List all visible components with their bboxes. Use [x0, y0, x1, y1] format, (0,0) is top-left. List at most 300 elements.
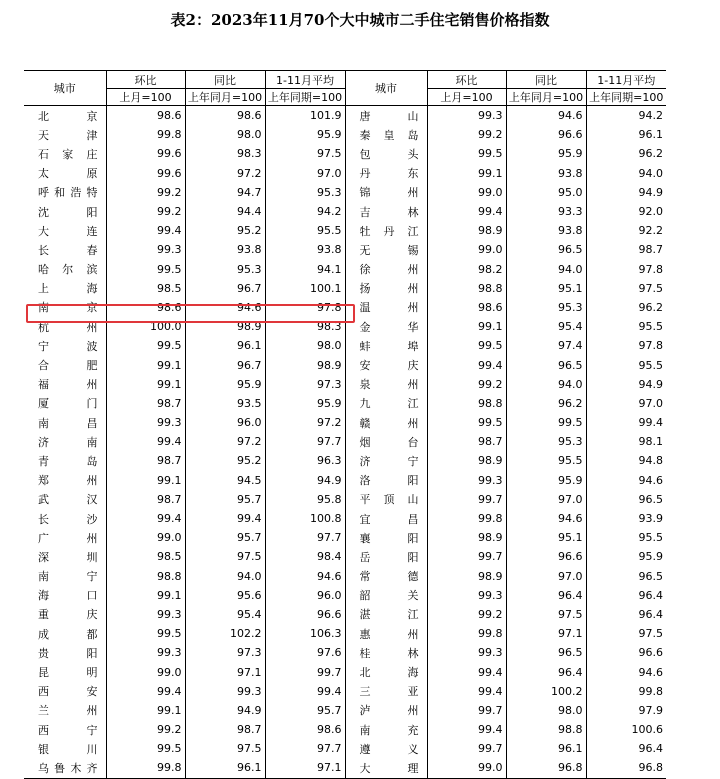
city-cell: 无锡: [345, 240, 427, 259]
avg-cell: 94.0: [586, 164, 666, 183]
mom-cell: 99.5: [106, 624, 185, 643]
mom-cell: 99.8: [106, 758, 185, 778]
yoy-cell: 96.5: [506, 643, 586, 662]
avg-cell: 97.3: [265, 375, 345, 394]
city-cell: 上海: [38, 282, 98, 296]
city-cell: 太原: [38, 167, 98, 181]
city-cell: 深圳: [38, 550, 98, 564]
yoy-cell: 98.9: [185, 317, 265, 336]
yoy-cell: 96.6: [506, 547, 586, 566]
yoy-cell: 95.9: [185, 375, 265, 394]
yoy-cell: 98.6: [185, 106, 265, 126]
yoy-cell: 96.4: [506, 586, 586, 605]
city-cell: 长沙: [38, 512, 98, 526]
avg-cell: 97.8: [586, 260, 666, 279]
table-row: [24, 720, 666, 739]
table-row: [24, 125, 666, 144]
yoy-cell: 95.6: [185, 586, 265, 605]
yoy-cell: 95.7: [185, 528, 265, 547]
mom-cell: 99.5: [427, 336, 506, 355]
mom-cell: 99.1: [106, 701, 185, 720]
yoy-cell: 96.1: [185, 336, 265, 355]
city-cell: 济宁: [345, 451, 427, 470]
yoy-cell: 98.3: [185, 144, 265, 163]
table-row: [24, 451, 666, 470]
yoy-cell: 97.1: [185, 662, 265, 681]
yoy-cell: 100.2: [506, 682, 586, 701]
avg-cell: 95.5: [586, 317, 666, 336]
avg-cell: 96.5: [586, 490, 666, 509]
yoy-cell: 94.4: [185, 202, 265, 221]
city-cell: 哈尔滨: [38, 263, 98, 277]
avg-cell: 99.8: [586, 682, 666, 701]
avg-cell: 96.6: [586, 643, 666, 662]
mom-cell: 98.8: [106, 567, 185, 586]
avg-cell: 92.2: [586, 221, 666, 240]
mom-cell: 99.4: [427, 682, 506, 701]
city-cell: 金华: [345, 317, 427, 336]
table-row: [24, 528, 666, 547]
avg-header: 1-11月平均: [265, 71, 345, 89]
avg-cell: 96.5: [586, 567, 666, 586]
table-row: [24, 144, 666, 163]
avg-cell: 100.1: [265, 279, 345, 298]
city-cell: 乌鲁木齐: [24, 758, 106, 778]
avg-cell: 94.2: [586, 106, 666, 126]
mom-cell: 99.1: [106, 355, 185, 374]
city-cell: 杭州: [38, 320, 98, 334]
mom-cell: 99.4: [106, 682, 185, 701]
avg-cell: 96.4: [586, 586, 666, 605]
mom-cell: 98.5: [106, 279, 185, 298]
avg-cell: 97.7: [265, 739, 345, 758]
mom-cell: 99.1: [106, 471, 185, 490]
table-row: [24, 682, 666, 701]
table-row: [24, 240, 666, 259]
avg-cell: 94.9: [586, 375, 666, 394]
avg-cell: 97.0: [265, 164, 345, 183]
yoy-cell: 97.5: [506, 605, 586, 624]
yoy-cell: 95.7: [185, 490, 265, 509]
city-cell: 长春: [38, 243, 98, 257]
yoy-cell: 97.2: [185, 432, 265, 451]
avg-cell: 95.3: [265, 183, 345, 202]
table-row: [24, 490, 666, 509]
city-cell: 宁波: [38, 339, 98, 353]
yoy-cell: 95.9: [506, 471, 586, 490]
city-cell: 秦皇岛: [345, 125, 427, 144]
city-cell: 丹东: [345, 164, 427, 183]
yoy-cell: 95.3: [506, 432, 586, 451]
city-cell: 岳阳: [345, 547, 427, 566]
yoy-cell: 99.5: [506, 413, 586, 432]
mom-cell: 99.1: [427, 164, 506, 183]
avg-cell: 96.4: [586, 605, 666, 624]
yoy-cell: 97.0: [506, 490, 586, 509]
avg-cell: 101.9: [265, 106, 345, 126]
yoy-cell: 93.8: [506, 221, 586, 240]
city-cell: 湛江: [345, 605, 427, 624]
mom-base-header: 上月=100: [106, 89, 185, 106]
city-cell: 洛阳: [345, 471, 427, 490]
avg-cell: 100.6: [586, 720, 666, 739]
yoy-base-header: 上年同月=100: [506, 89, 586, 106]
mom-cell: 99.1: [106, 375, 185, 394]
table-row: [24, 221, 666, 240]
city-cell: 武汉: [38, 493, 98, 507]
yoy-base-header: 上年同月=100: [185, 89, 265, 106]
mom-cell: 98.2: [427, 260, 506, 279]
city-cell: 昆明: [38, 666, 98, 680]
yoy-cell: 95.3: [506, 298, 586, 317]
mom-cell: 99.2: [106, 202, 185, 221]
avg-cell: 98.9: [265, 355, 345, 374]
mom-cell: 99.6: [106, 164, 185, 183]
avg-cell: 95.8: [265, 490, 345, 509]
table-row: [24, 662, 666, 681]
avg-cell: 95.9: [265, 394, 345, 413]
city-cell: 济南: [38, 435, 98, 449]
yoy-cell: 95.1: [506, 528, 586, 547]
yoy-cell: 98.8: [506, 720, 586, 739]
avg-cell: 96.2: [586, 298, 666, 317]
mom-cell: 99.7: [427, 739, 506, 758]
yoy-cell: 95.5: [506, 451, 586, 470]
avg-cell: 97.8: [586, 336, 666, 355]
mom-cell: 99.3: [427, 586, 506, 605]
city-cell: 平顶山: [345, 490, 427, 509]
mom-cell: 99.4: [106, 221, 185, 240]
table-row: [24, 202, 666, 221]
avg-cell: 95.5: [265, 221, 345, 240]
city-cell: 厦门: [38, 397, 98, 411]
mom-header: 环比: [106, 71, 185, 89]
table-row: [24, 106, 666, 126]
city-cell: 温州: [345, 298, 427, 317]
table-row: [24, 260, 666, 279]
yoy-cell: 93.5: [185, 394, 265, 413]
avg-cell: 94.8: [586, 451, 666, 470]
avg-cell: 98.6: [265, 720, 345, 739]
city-cell: 南宁: [38, 570, 98, 584]
avg-cell: 97.8: [265, 298, 345, 317]
yoy-cell: 94.6: [506, 106, 586, 126]
table-row: [24, 413, 666, 432]
avg-cell: 95.9: [265, 125, 345, 144]
table-row: [24, 567, 666, 586]
city-cell: 兰州: [38, 704, 98, 718]
yoy-cell: 95.9: [506, 144, 586, 163]
avg-cell: 106.3: [265, 624, 345, 643]
yoy-cell: 95.4: [185, 605, 265, 624]
city-cell: 呼和浩特: [38, 186, 98, 200]
table-row: [24, 375, 666, 394]
city-cell: 烟台: [345, 432, 427, 451]
avg-cell: 95.5: [586, 528, 666, 547]
city-cell: 九江: [345, 394, 427, 413]
table-row: [24, 164, 666, 183]
mom-cell: 98.9: [427, 451, 506, 470]
city-cell: 徐州: [345, 260, 427, 279]
table-row: [24, 739, 666, 758]
city-header: 城市: [345, 71, 427, 106]
mom-cell: 99.3: [106, 240, 185, 259]
mom-cell: 99.2: [427, 605, 506, 624]
price-index-table: [24, 70, 666, 779]
city-cell: 天津: [38, 128, 98, 142]
yoy-header: 同比: [506, 71, 586, 89]
city-cell: 泸州: [345, 701, 427, 720]
city-cell: 牡丹江: [345, 221, 427, 240]
mom-cell: 98.9: [427, 567, 506, 586]
avg-cell: 97.5: [586, 279, 666, 298]
mom-cell: 99.5: [427, 413, 506, 432]
mom-cell: 99.4: [427, 202, 506, 221]
header-row: [24, 71, 666, 89]
mom-cell: 99.3: [106, 643, 185, 662]
table-row: [24, 279, 666, 298]
avg-cell: 96.1: [586, 125, 666, 144]
table-row: [24, 547, 666, 566]
avg-base-header: 上年同期=100: [586, 89, 666, 106]
mom-cell: 98.7: [106, 451, 185, 470]
yoy-cell: 98.0: [185, 125, 265, 144]
avg-cell: 98.7: [586, 240, 666, 259]
mom-cell: 99.2: [427, 375, 506, 394]
table-row: [24, 355, 666, 374]
city-cell: 南充: [345, 720, 427, 739]
avg-cell: 93.8: [265, 240, 345, 259]
yoy-cell: 96.7: [185, 279, 265, 298]
yoy-header: 同比: [185, 71, 265, 89]
mom-cell: 99.7: [427, 490, 506, 509]
mom-cell: 99.0: [427, 183, 506, 202]
avg-cell: 94.9: [586, 183, 666, 202]
avg-cell: 98.3: [265, 317, 345, 336]
city-cell: 韶关: [345, 586, 427, 605]
city-cell: 北海: [345, 662, 427, 681]
yoy-cell: 96.0: [185, 413, 265, 432]
yoy-cell: 102.2: [185, 624, 265, 643]
mom-cell: 99.4: [106, 432, 185, 451]
mom-cell: 99.4: [427, 355, 506, 374]
table-row: [24, 758, 666, 778]
avg-cell: 97.1: [265, 758, 345, 778]
mom-cell: 99.5: [106, 336, 185, 355]
avg-cell: 97.9: [586, 701, 666, 720]
mom-cell: 100.0: [106, 317, 185, 336]
city-cell: 北京: [38, 109, 98, 123]
city-cell: 扬州: [345, 279, 427, 298]
city-cell: 吉林: [345, 202, 427, 221]
avg-header: 1-11月平均: [586, 71, 666, 89]
city-cell: 惠州: [345, 624, 427, 643]
yoy-cell: 94.0: [185, 567, 265, 586]
city-cell: 桂林: [345, 643, 427, 662]
table-row: [24, 701, 666, 720]
avg-base-header: 上年同期=100: [265, 89, 345, 106]
mom-cell: 99.8: [427, 509, 506, 528]
yoy-cell: 98.0: [506, 701, 586, 720]
city-cell: 海口: [38, 589, 98, 603]
table-row: [24, 432, 666, 451]
mom-cell: 99.4: [427, 662, 506, 681]
city-cell: 泉州: [345, 375, 427, 394]
mom-cell: 99.0: [427, 758, 506, 778]
yoy-cell: 96.5: [506, 240, 586, 259]
mom-cell: 99.2: [427, 125, 506, 144]
yoy-cell: 93.3: [506, 202, 586, 221]
city-cell: 贵阳: [38, 646, 98, 660]
avg-cell: 99.4: [265, 682, 345, 701]
city-cell: 锦州: [345, 183, 427, 202]
mom-cell: 99.2: [106, 183, 185, 202]
avg-cell: 97.5: [265, 144, 345, 163]
yoy-cell: 96.1: [506, 739, 586, 758]
avg-cell: 94.6: [586, 662, 666, 681]
mom-cell: 99.5: [427, 144, 506, 163]
yoy-cell: 94.0: [506, 375, 586, 394]
yoy-cell: 94.5: [185, 471, 265, 490]
avg-cell: 97.2: [265, 413, 345, 432]
mom-cell: 99.4: [427, 720, 506, 739]
city-cell: 安庆: [345, 355, 427, 374]
mom-cell: 99.5: [106, 260, 185, 279]
yoy-cell: 96.5: [506, 355, 586, 374]
yoy-cell: 95.2: [185, 221, 265, 240]
city-cell: 唐山: [345, 106, 427, 126]
mom-cell: 98.7: [427, 432, 506, 451]
yoy-cell: 94.0: [506, 260, 586, 279]
city-cell: 三亚: [345, 682, 427, 701]
city-cell: 宜昌: [345, 509, 427, 528]
avg-cell: 94.6: [265, 567, 345, 586]
city-cell: 包头: [345, 144, 427, 163]
table-row: [24, 471, 666, 490]
mom-cell: 98.7: [106, 490, 185, 509]
mom-cell: 99.7: [427, 547, 506, 566]
yoy-cell: 95.3: [185, 260, 265, 279]
avg-cell: 94.2: [265, 202, 345, 221]
avg-cell: 94.9: [265, 471, 345, 490]
yoy-cell: 93.8: [185, 240, 265, 259]
city-cell: 银川: [38, 742, 98, 756]
yoy-cell: 94.6: [185, 298, 265, 317]
city-cell: 沈阳: [38, 205, 98, 219]
avg-cell: 98.1: [586, 432, 666, 451]
city-cell: 郑州: [38, 474, 98, 488]
avg-cell: 94.6: [586, 471, 666, 490]
yoy-cell: 97.2: [185, 164, 265, 183]
mom-cell: 98.8: [427, 394, 506, 413]
table-row: [24, 183, 666, 202]
avg-cell: 96.0: [265, 586, 345, 605]
city-cell: 南京: [38, 301, 98, 315]
table-row: [24, 298, 666, 317]
yoy-cell: 96.4: [506, 662, 586, 681]
city-cell: 大理: [345, 758, 427, 778]
mom-cell: 99.6: [106, 144, 185, 163]
mom-cell: 98.6: [106, 298, 185, 317]
mom-cell: 99.7: [427, 701, 506, 720]
city-cell: 蚌埠: [345, 336, 427, 355]
mom-cell: 99.2: [106, 720, 185, 739]
avg-cell: 94.1: [265, 260, 345, 279]
table-row: [24, 336, 666, 355]
mom-cell: 99.3: [106, 413, 185, 432]
city-cell: 襄阳: [345, 528, 427, 547]
yoy-cell: 95.0: [506, 183, 586, 202]
avg-cell: 97.6: [265, 643, 345, 662]
avg-cell: 96.2: [586, 144, 666, 163]
city-cell: 成都: [38, 627, 98, 641]
avg-cell: 97.5: [586, 624, 666, 643]
yoy-cell: 99.4: [185, 509, 265, 528]
avg-cell: 98.4: [265, 547, 345, 566]
mom-cell: 99.3: [427, 106, 506, 126]
city-cell: 赣州: [345, 413, 427, 432]
yoy-cell: 97.3: [185, 643, 265, 662]
mom-cell: 99.8: [427, 624, 506, 643]
city-cell: 遵义: [345, 739, 427, 758]
yoy-cell: 95.1: [506, 279, 586, 298]
city-cell: 西宁: [38, 723, 98, 737]
avg-cell: 99.7: [265, 662, 345, 681]
city-header: 城市: [24, 71, 106, 106]
avg-cell: 93.9: [586, 509, 666, 528]
table-row: [24, 394, 666, 413]
avg-cell: 96.4: [586, 739, 666, 758]
avg-cell: 98.0: [265, 336, 345, 355]
avg-cell: 99.4: [586, 413, 666, 432]
mom-cell: 99.4: [106, 509, 185, 528]
avg-cell: 97.7: [265, 528, 345, 547]
yoy-cell: 94.7: [185, 183, 265, 202]
avg-cell: 97.0: [586, 394, 666, 413]
yoy-cell: 98.7: [185, 720, 265, 739]
yoy-cell: 95.4: [506, 317, 586, 336]
yoy-cell: 99.3: [185, 682, 265, 701]
yoy-cell: 97.5: [185, 739, 265, 758]
yoy-cell: 96.6: [506, 125, 586, 144]
mom-cell: 98.8: [427, 279, 506, 298]
avg-cell: 92.0: [586, 202, 666, 221]
mom-cell: 99.1: [106, 586, 185, 605]
yoy-cell: 97.0: [506, 567, 586, 586]
mom-cell: 99.0: [427, 240, 506, 259]
mom-cell: 99.3: [427, 471, 506, 490]
table-row: [24, 317, 666, 336]
city-cell: 大连: [38, 224, 98, 238]
avg-cell: 96.6: [265, 605, 345, 624]
yoy-cell: 96.2: [506, 394, 586, 413]
yoy-cell: 94.9: [185, 701, 265, 720]
city-cell: 南昌: [38, 416, 98, 430]
city-cell: 西安: [38, 685, 98, 699]
yoy-cell: 97.4: [506, 336, 586, 355]
yoy-cell: 93.8: [506, 164, 586, 183]
avg-cell: 95.5: [586, 355, 666, 374]
city-cell: 合肥: [38, 359, 98, 373]
yoy-cell: 96.7: [185, 355, 265, 374]
yoy-cell: 95.2: [185, 451, 265, 470]
mom-cell: 98.6: [427, 298, 506, 317]
city-cell: 常德: [345, 567, 427, 586]
avg-cell: 95.9: [586, 547, 666, 566]
avg-cell: 96.3: [265, 451, 345, 470]
mom-cell: 98.7: [106, 394, 185, 413]
mom-cell: 98.5: [106, 547, 185, 566]
